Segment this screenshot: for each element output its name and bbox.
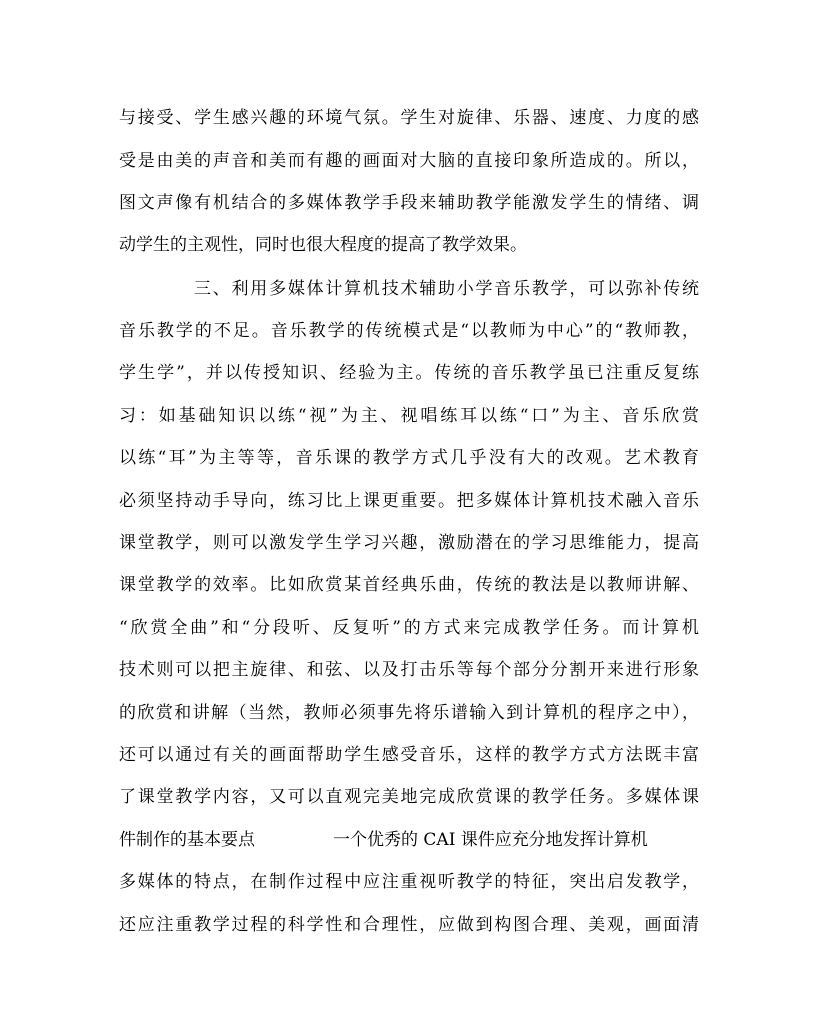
text-line: 图文声像有机结合的多媒体教学手段来辅助教学能激发学生的情绪、调 [119,193,699,213]
text-line: 课堂教学的效率。比如欣赏某首经典乐曲，传统的教法是以教师讲解、 [119,575,699,595]
text-fragment: 一个优秀的 CAI 课件应充分地发挥计算机 [333,830,648,850]
text-line-with-heading [119,830,699,850]
text-line: 课堂教学，则可以激发学生学习兴趣，激励潜在的学习思维能力，提高 [119,533,699,553]
text-line: 必须坚持动手导向，练习比上课更重要。把多媒体计算机技术融入音乐 [119,491,699,511]
text-line: 动学生的主观性，同时也很大程度的提高了教学效果。 [119,235,527,255]
text-line: 以练“耳”为主等等，音乐课的教学方式几乎没有大的改观。艺术教育 [119,448,699,468]
text-line: 了课堂教学内容，又可以直观完美地完成欣赏课的教学任务。多媒体课 [119,787,699,807]
text-line: 习：如基础知识以练“视”为主、视唱练耳以练“口”为主、音乐欣赏 [119,406,699,426]
text-line: 三、利用多媒体计算机技术辅助小学音乐教学，可以弥补传统 [194,279,699,299]
text-line: 的欣赏和讲解（当然，教师必须事先将乐谱输入到计算机的程序之中）， [119,703,699,723]
text-line: “欣赏全曲”和“分段听、反复听”的方式来完成教学任务。而计算机 [119,618,699,638]
text-line: 与接受、学生感兴趣的环境气氛。学生对旋律、乐器、速度、力度的感 [119,108,699,128]
text-line: 音乐教学的不足。音乐教学的传统模式是“以教师为中心”的“教师教， [119,321,699,341]
text-line: 受是由美的声音和美而有趣的画面对大脑的直接印象所造成的。所以， [119,151,699,171]
text-line: 还可以通过有关的画面帮助学生感受音乐，这样的教学方式方法既丰富 [119,745,699,765]
text-line: 学生学”，并以传授知识、经验为主。传统的音乐教学虽已注重反复练 [119,363,699,383]
text-line: 多媒体的特点，在制作过程中应注重视听教学的特征，突出启发教学， [119,872,699,892]
text-line: 还应注重教学过程的科学性和合理性，应做到构图合理、美观，画面清 [119,915,699,935]
heading-fragment: 件制作的基本要点 [119,830,255,850]
text-line: 技术则可以把主旋律、和弦、以及打击乐等每个部分分割开来进行形象 [119,660,699,680]
